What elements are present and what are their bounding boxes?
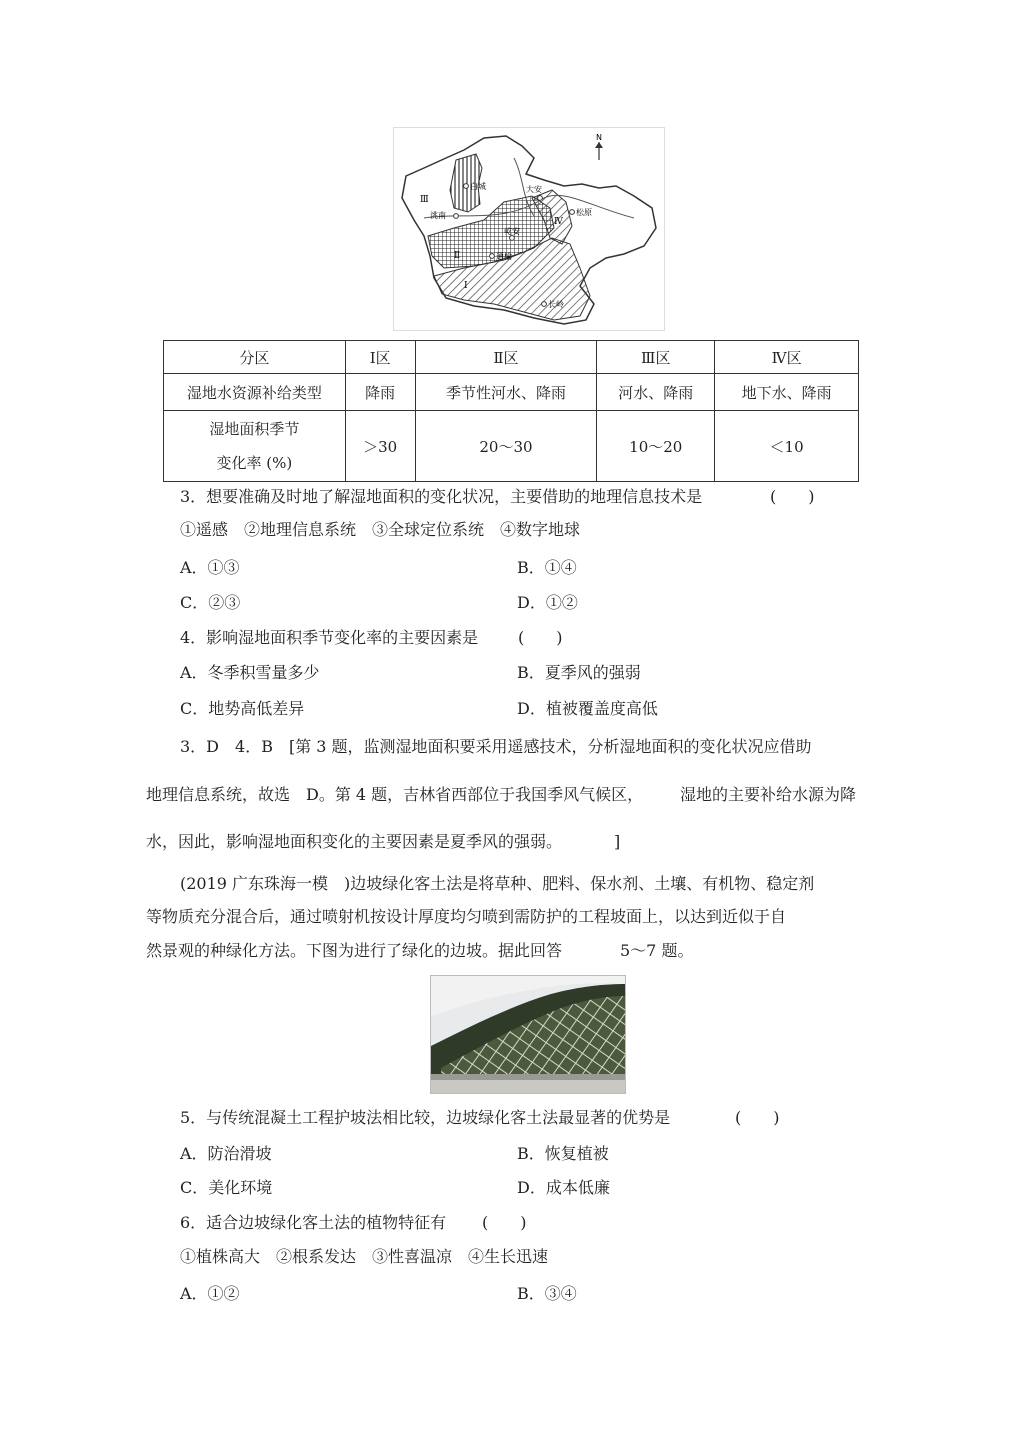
zone-label-iii: Ⅲ	[420, 195, 429, 205]
q3-option-c[interactable]: C．②③	[180, 593, 241, 612]
zone-label-iv: Ⅳ	[554, 217, 563, 227]
q3-option-a[interactable]: A．①③	[180, 558, 240, 577]
answer34-line3a: 水，因此，影响湿地面积变化的主要因素是夏季风的强弱。	[146, 832, 563, 851]
q4-stem: 4．影响湿地面积季节变化率的主要因素是	[180, 628, 479, 647]
table-cell: 湿地水资源补给类型	[164, 374, 346, 411]
passage-line2: 等物质充分混合后，通过喷射机按设计厚度均匀喷到需防护的工程坡面上，以达到近似于自	[146, 907, 787, 926]
q3-paren: ( )	[770, 487, 815, 506]
q5-stem: 5．与传统混凝土工程护坡法相比较，边坡绿化客土法最显著的优势是	[180, 1108, 671, 1127]
q4-option-a[interactable]: A．冬季积雪量多少	[180, 663, 320, 682]
zone-label-ii: Ⅱ	[454, 251, 461, 261]
table-row	[164, 374, 859, 411]
zone-label-i: Ⅰ	[464, 281, 468, 291]
wetland-zone-map	[393, 127, 665, 331]
green-slope-photo	[430, 975, 626, 1094]
table-cell: ＜10	[715, 411, 859, 482]
q4-option-c[interactable]: C．地势高低差异	[180, 699, 305, 718]
q4-option-b[interactable]: B．夏季风的强弱	[517, 663, 641, 682]
city-baicheng: 白城	[470, 182, 486, 191]
table-cell: 河水、降雨	[597, 374, 715, 411]
answer34-line3b: ]	[614, 832, 621, 851]
q3-stem: 3．想要准确及时地了解湿地面积的变化状况，主要借助的地理信息技术是	[180, 487, 703, 506]
table-cell: ＞30	[345, 411, 415, 482]
table-header-cell: 分区	[164, 341, 346, 374]
q3-option-d[interactable]: D．①②	[517, 593, 578, 612]
q4-option-d[interactable]: D．植被覆盖度高低	[517, 699, 658, 718]
q5-paren: ( )	[735, 1108, 780, 1127]
rate-label-line1: 湿地面积季节	[209, 420, 300, 438]
table-cell: 降雨	[345, 374, 415, 411]
city-tongyu: 通榆	[496, 252, 512, 261]
wetland-zone-table	[163, 340, 859, 482]
table-header-cell: Ⅰ区	[345, 341, 415, 374]
table-cell: 地下水、降雨	[715, 374, 859, 411]
passage-line3b: 5～7 题。	[620, 941, 694, 960]
q4-paren: ( )	[518, 628, 563, 647]
city-taonan: 洮南	[430, 211, 446, 220]
q6-items: ①植株高大 ②根系发达 ③性喜温凉 ④生长迅速	[180, 1247, 549, 1266]
passage-line1: (2019 广东珠海一模 )边坡绿化客土法是将草种、肥料、保水剂、土壤、有机物、稳定剂	[180, 874, 815, 893]
q6-option-a[interactable]: A．①②	[180, 1284, 240, 1303]
q3-option-b[interactable]: B．①④	[517, 558, 577, 577]
answer34-line2b: 湿地的主要补给水源为降	[680, 785, 857, 804]
q5-option-c[interactable]: C．美化环境	[180, 1178, 273, 1197]
q6-option-b[interactable]: B．③④	[517, 1284, 577, 1303]
rate-label-line2: 变化率 (%)	[216, 454, 293, 472]
map-svg	[394, 128, 664, 330]
table-cell: 10～20	[597, 411, 715, 482]
table-header-cell: Ⅳ区	[715, 341, 859, 374]
table-header-cell: Ⅱ区	[415, 341, 597, 374]
city-changling: 长岭	[548, 300, 564, 309]
table-cell	[164, 411, 346, 482]
answer34-line2a: 地理信息系统，故选 D。第 4 题，吉林省西部位于我国季风气候区，	[146, 785, 644, 804]
city-qianan: 乾安	[504, 227, 520, 236]
passage-line3a: 然景观的种绿化方法。下图为进行了绿化的边坡。据此回答	[146, 941, 563, 960]
table-row	[164, 411, 859, 482]
table-header-row	[164, 341, 859, 374]
q6-paren: ( )	[482, 1213, 527, 1232]
north-label: N	[596, 133, 602, 142]
city-songyuan: 松原	[576, 208, 592, 217]
q6-stem: 6．适合边坡绿化客土法的植物特征有	[180, 1213, 447, 1232]
slope-illustration	[431, 976, 625, 1093]
table-cell: 20～30	[415, 411, 597, 482]
city-daan: 大安	[526, 185, 542, 194]
q5-option-a[interactable]: A．防治滑坡	[180, 1144, 272, 1163]
q5-option-d[interactable]: D．成本低廉	[517, 1178, 610, 1197]
table-header-cell: Ⅲ区	[597, 341, 715, 374]
q5-option-b[interactable]: B．恢复植被	[517, 1144, 609, 1163]
table-cell: 季节性河水、降雨	[415, 374, 597, 411]
answer34-line1: 3．D 4．B [第 3 题，监测湿地面积要采用遥感技术，分析湿地面积的变化状况应借助	[180, 737, 812, 756]
q3-items: ①遥感 ②地理信息系统 ③全球定位系统 ④数字地球	[180, 520, 581, 539]
